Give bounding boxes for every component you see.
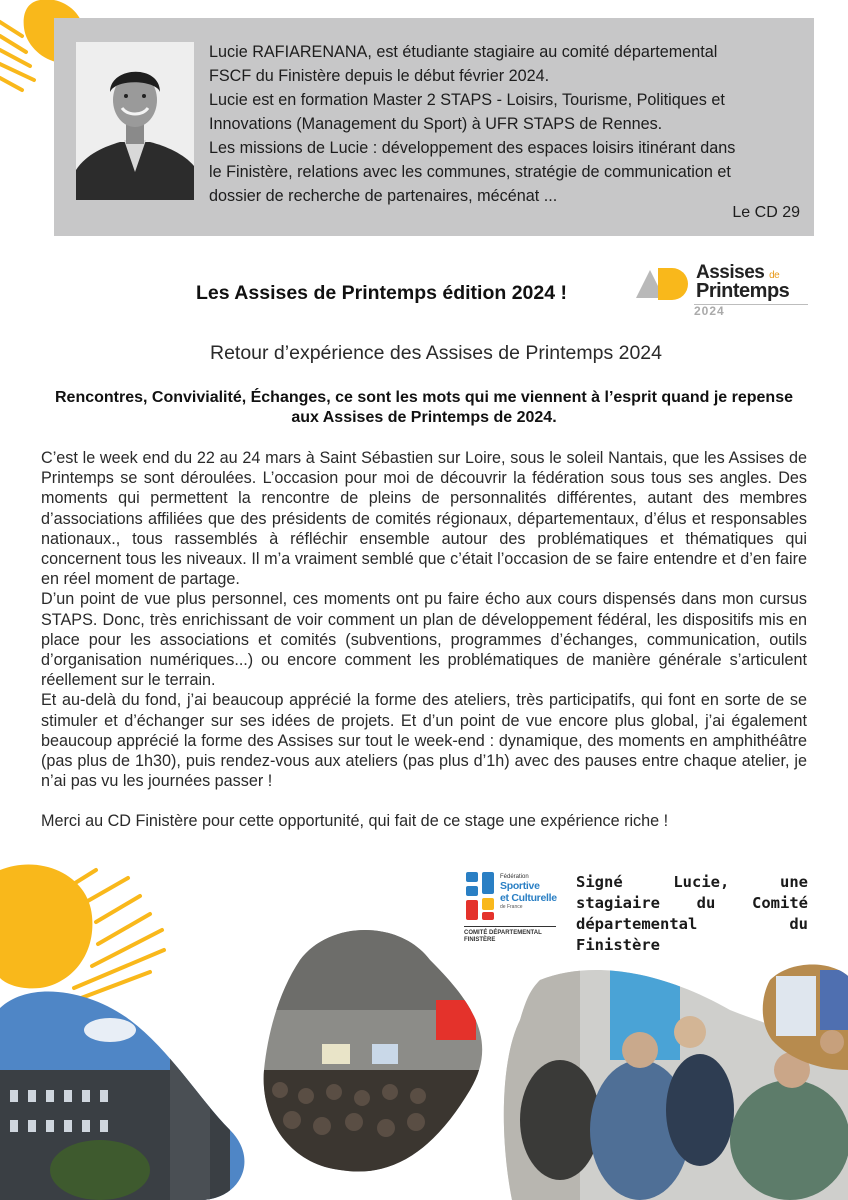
intro-line: Lucie RAFIARENANA, est étudiante stagiaire au comité départemental bbox=[209, 43, 718, 61]
body-paragraph: Et au-delà du fond, j’ai beaucoup apprécié la forme des ateliers, très participatifs, qui font en sorte de se stimuler et d’échanger sur ses idées de projets. Et d’un point de vue encore plus global, j’ai également beaucoup apprécié la forme des Assises sur tout le week-end : dynamique, des moments en amphithéâtre (pas plus de 1h30), puis rendez-vous aux ateliers (pas plus d’1h) avec des pauses entre chaque atelier, je n’ai pas vu les journées passer ! bbox=[41, 691, 807, 791]
assises-logo-year: 2024 bbox=[694, 304, 725, 318]
intro-box bbox=[54, 18, 814, 236]
intro-signature: Le CD 29 bbox=[732, 204, 800, 221]
portrait-photo bbox=[76, 42, 194, 200]
photo-amphitheatre bbox=[250, 920, 510, 1200]
fscf-logo-line3: et Culturelle bbox=[500, 892, 557, 904]
photo-building bbox=[0, 980, 260, 1200]
intro-line: Lucie est en formation Master 2 STAPS - Loisirs, Tourisme, Politiques et bbox=[209, 91, 725, 109]
intro-line: Les missions de Lucie : développement des espaces loisirs itinérant dans bbox=[209, 139, 736, 157]
intro-line: FSCF du Finistère depuis le début février 2024. bbox=[209, 67, 550, 85]
assises-logo-shapes bbox=[636, 266, 692, 300]
intro-line: Innovations (Management du Sport) à UFR STAPS de Rennes. bbox=[209, 115, 663, 133]
thanks-paragraph: Merci au CD Finistère pour cette opportunité, qui fait de ce stage une expérience riche ! bbox=[41, 812, 669, 831]
photo-collage bbox=[0, 920, 848, 1200]
assises-logo-line2: Printemps bbox=[696, 280, 790, 302]
assises-logo bbox=[636, 258, 816, 322]
article-title: Les Assises de Printemps édition 2024 ! bbox=[196, 282, 568, 304]
article-subtitle: Retour d’expérience des Assises de Printemps 2024 bbox=[209, 342, 662, 364]
article-lead: Rencontres, Convivialité, Échanges, ce sont les mots qui me viennent à l’esprit quand je repense aux Assises de Printemps de 2024. bbox=[55, 389, 793, 426]
fscf-logo-line4: de France bbox=[500, 904, 523, 910]
intro-line: le Finistère, relations avec les communes, stratégie de communication et bbox=[209, 163, 731, 181]
article-body bbox=[41, 448, 807, 832]
body-paragraph: D’un point de vue plus personnel, ces moments ont pu faire écho aux cours dispensés dans mon cursus STAPS. Donc, très enrichissant de voir comment un plan de développement fédéral, les dispositifs mis en place pour les associations et comités (subventions, programmes d’échanges, communication, outils d’organisation numériques...) ou encore comment les problématiques de manière générale s’articulent réellement sur le terrain. bbox=[41, 590, 807, 690]
intro-line: dossier de recherche de partenaires, mécénat ... bbox=[209, 187, 558, 205]
signature-text: Signé Lucie, une stagiaire du Comité départemental du Finistère bbox=[576, 873, 808, 954]
body-paragraph: C’est le week end du 22 au 24 mars à Saint Sébastien sur Loire, sous le soleil Nantais, que les Assises de Printemps se sont déroulées. L’occasion pour moi de découvrir la fédération sous tous ses angles. Des moments qui permettent la rencontre de pleins de personnalités différentes, autant des membres d’associations affiliées que des présidents de comités régionaux, départementaux, d’élus et responsables nationaux., tous rassemblés à réfléchir ensemble autour des problématiques et thématiques qui concernent tous les niveaux. Il m’a vraiment semblé que c’était l’occasion de se faire entendre et d’en faire en réel moment de partage. bbox=[41, 449, 807, 589]
fscf-logo-line6: FINISTÈRE bbox=[464, 937, 496, 943]
fscf-logo-line2: Sportive bbox=[500, 880, 540, 892]
fscf-logo-mark bbox=[464, 870, 498, 922]
fscf-logo-line1: Fédération bbox=[500, 874, 529, 880]
fscf-logo-line5: COMITÉ DÉPARTEMENTAL bbox=[464, 930, 542, 936]
assises-logo-line1: Assises de bbox=[696, 262, 780, 283]
intro-text bbox=[209, 40, 799, 208]
